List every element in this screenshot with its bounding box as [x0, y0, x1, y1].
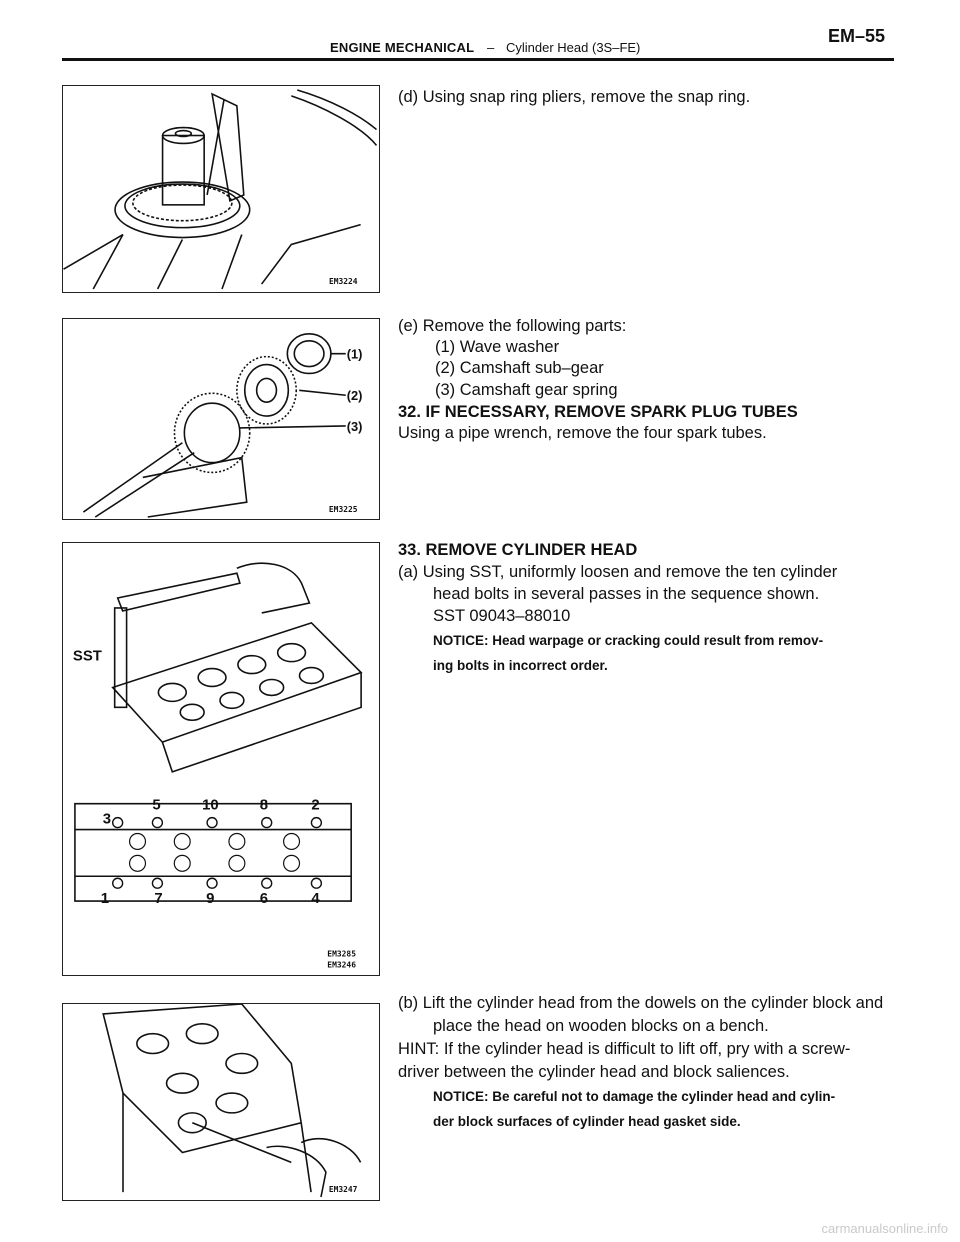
callout-2: (2)	[346, 388, 363, 404]
step-33a-line: head bolts in several passes in the sequence shown.	[433, 585, 820, 603]
figure-code: EM3224	[328, 277, 358, 287]
bolt-sequence-illustration	[63, 543, 379, 975]
figure-code: EM3247	[328, 1185, 358, 1195]
hint-line: HINT: If the cylinder head is difficult to lift off, pry with a screw-	[398, 1040, 851, 1058]
bolt-number: 1	[100, 891, 110, 908]
figure-code: EM3225	[328, 505, 358, 515]
bolt-number: 3	[102, 811, 112, 828]
figure-bolt-sequence	[62, 542, 380, 976]
bolt-number: 2	[311, 797, 320, 814]
subsection-title: Cylinder Head (3S–FE)	[506, 40, 641, 55]
header-separator: –	[487, 40, 495, 55]
bolt-number: 10	[202, 797, 219, 814]
step-e-item: (2) Camshaft sub–gear	[435, 359, 604, 377]
sst-number: SST 09043–88010	[433, 607, 571, 625]
notice-33b: NOTICE: Be careful not to damage the cylinder head and cylin-	[433, 1089, 836, 1104]
snap-ring-illustration	[63, 86, 379, 292]
bolt-number: 5	[152, 797, 161, 814]
step-32-body: Using a pipe wrench, remove the four spark tubes.	[398, 424, 767, 442]
lift-head-illustration	[63, 1004, 379, 1200]
callout-1: (1)	[346, 346, 363, 362]
step-d: (d) Using snap ring pliers, remove the snap ring.	[398, 88, 751, 106]
figure-lift-head	[62, 1003, 380, 1201]
step-e: (e) Remove the following parts:	[398, 317, 627, 335]
figure-code: EM3285	[327, 949, 357, 959]
notice-33a: NOTICE: Head warpage or cracking could result from remov-	[433, 633, 824, 648]
watermark: carmanualsonline.info	[821, 1221, 948, 1236]
bolt-number: 7	[154, 891, 163, 908]
step-33-title: 33. REMOVE CYLINDER HEAD	[398, 541, 638, 559]
step-e-item: (1) Wave washer	[435, 338, 560, 356]
bolt-number: 9	[206, 891, 215, 908]
page-number: EM–55	[828, 26, 886, 46]
figure-code: EM3246	[327, 960, 357, 970]
figure-camshaft-parts	[62, 318, 380, 520]
camshaft-parts-illustration	[63, 319, 379, 519]
step-33a-line: (a) Using SST, uniformly loosen and remove the ten cylinder	[398, 563, 838, 581]
section-title: ENGINE MECHANICAL	[330, 40, 475, 55]
step-33b-line: place the head on wooden blocks on a bench.	[433, 1017, 769, 1035]
step-33b-line: (b) Lift the cylinder head from the dowels on the cylinder block and	[398, 994, 884, 1012]
step-32-title: 32. IF NECESSARY, REMOVE SPARK PLUG TUBES	[398, 403, 798, 421]
figure-snap-ring	[62, 85, 380, 293]
sst-label: SST	[72, 648, 102, 665]
notice-33b: der block surfaces of cylinder head gasket side.	[433, 1114, 741, 1129]
hint-line: driver between the cylinder head and block saliences.	[398, 1063, 790, 1081]
bolt-number: 4	[311, 891, 320, 908]
header-rule	[62, 58, 894, 61]
bolt-number: 8	[259, 797, 269, 814]
callout-3: (3)	[346, 418, 363, 434]
step-e-item: (3) Camshaft gear spring	[435, 381, 618, 399]
bolt-number: 6	[259, 891, 269, 908]
notice-33a: ing bolts in incorrect order.	[433, 658, 608, 673]
